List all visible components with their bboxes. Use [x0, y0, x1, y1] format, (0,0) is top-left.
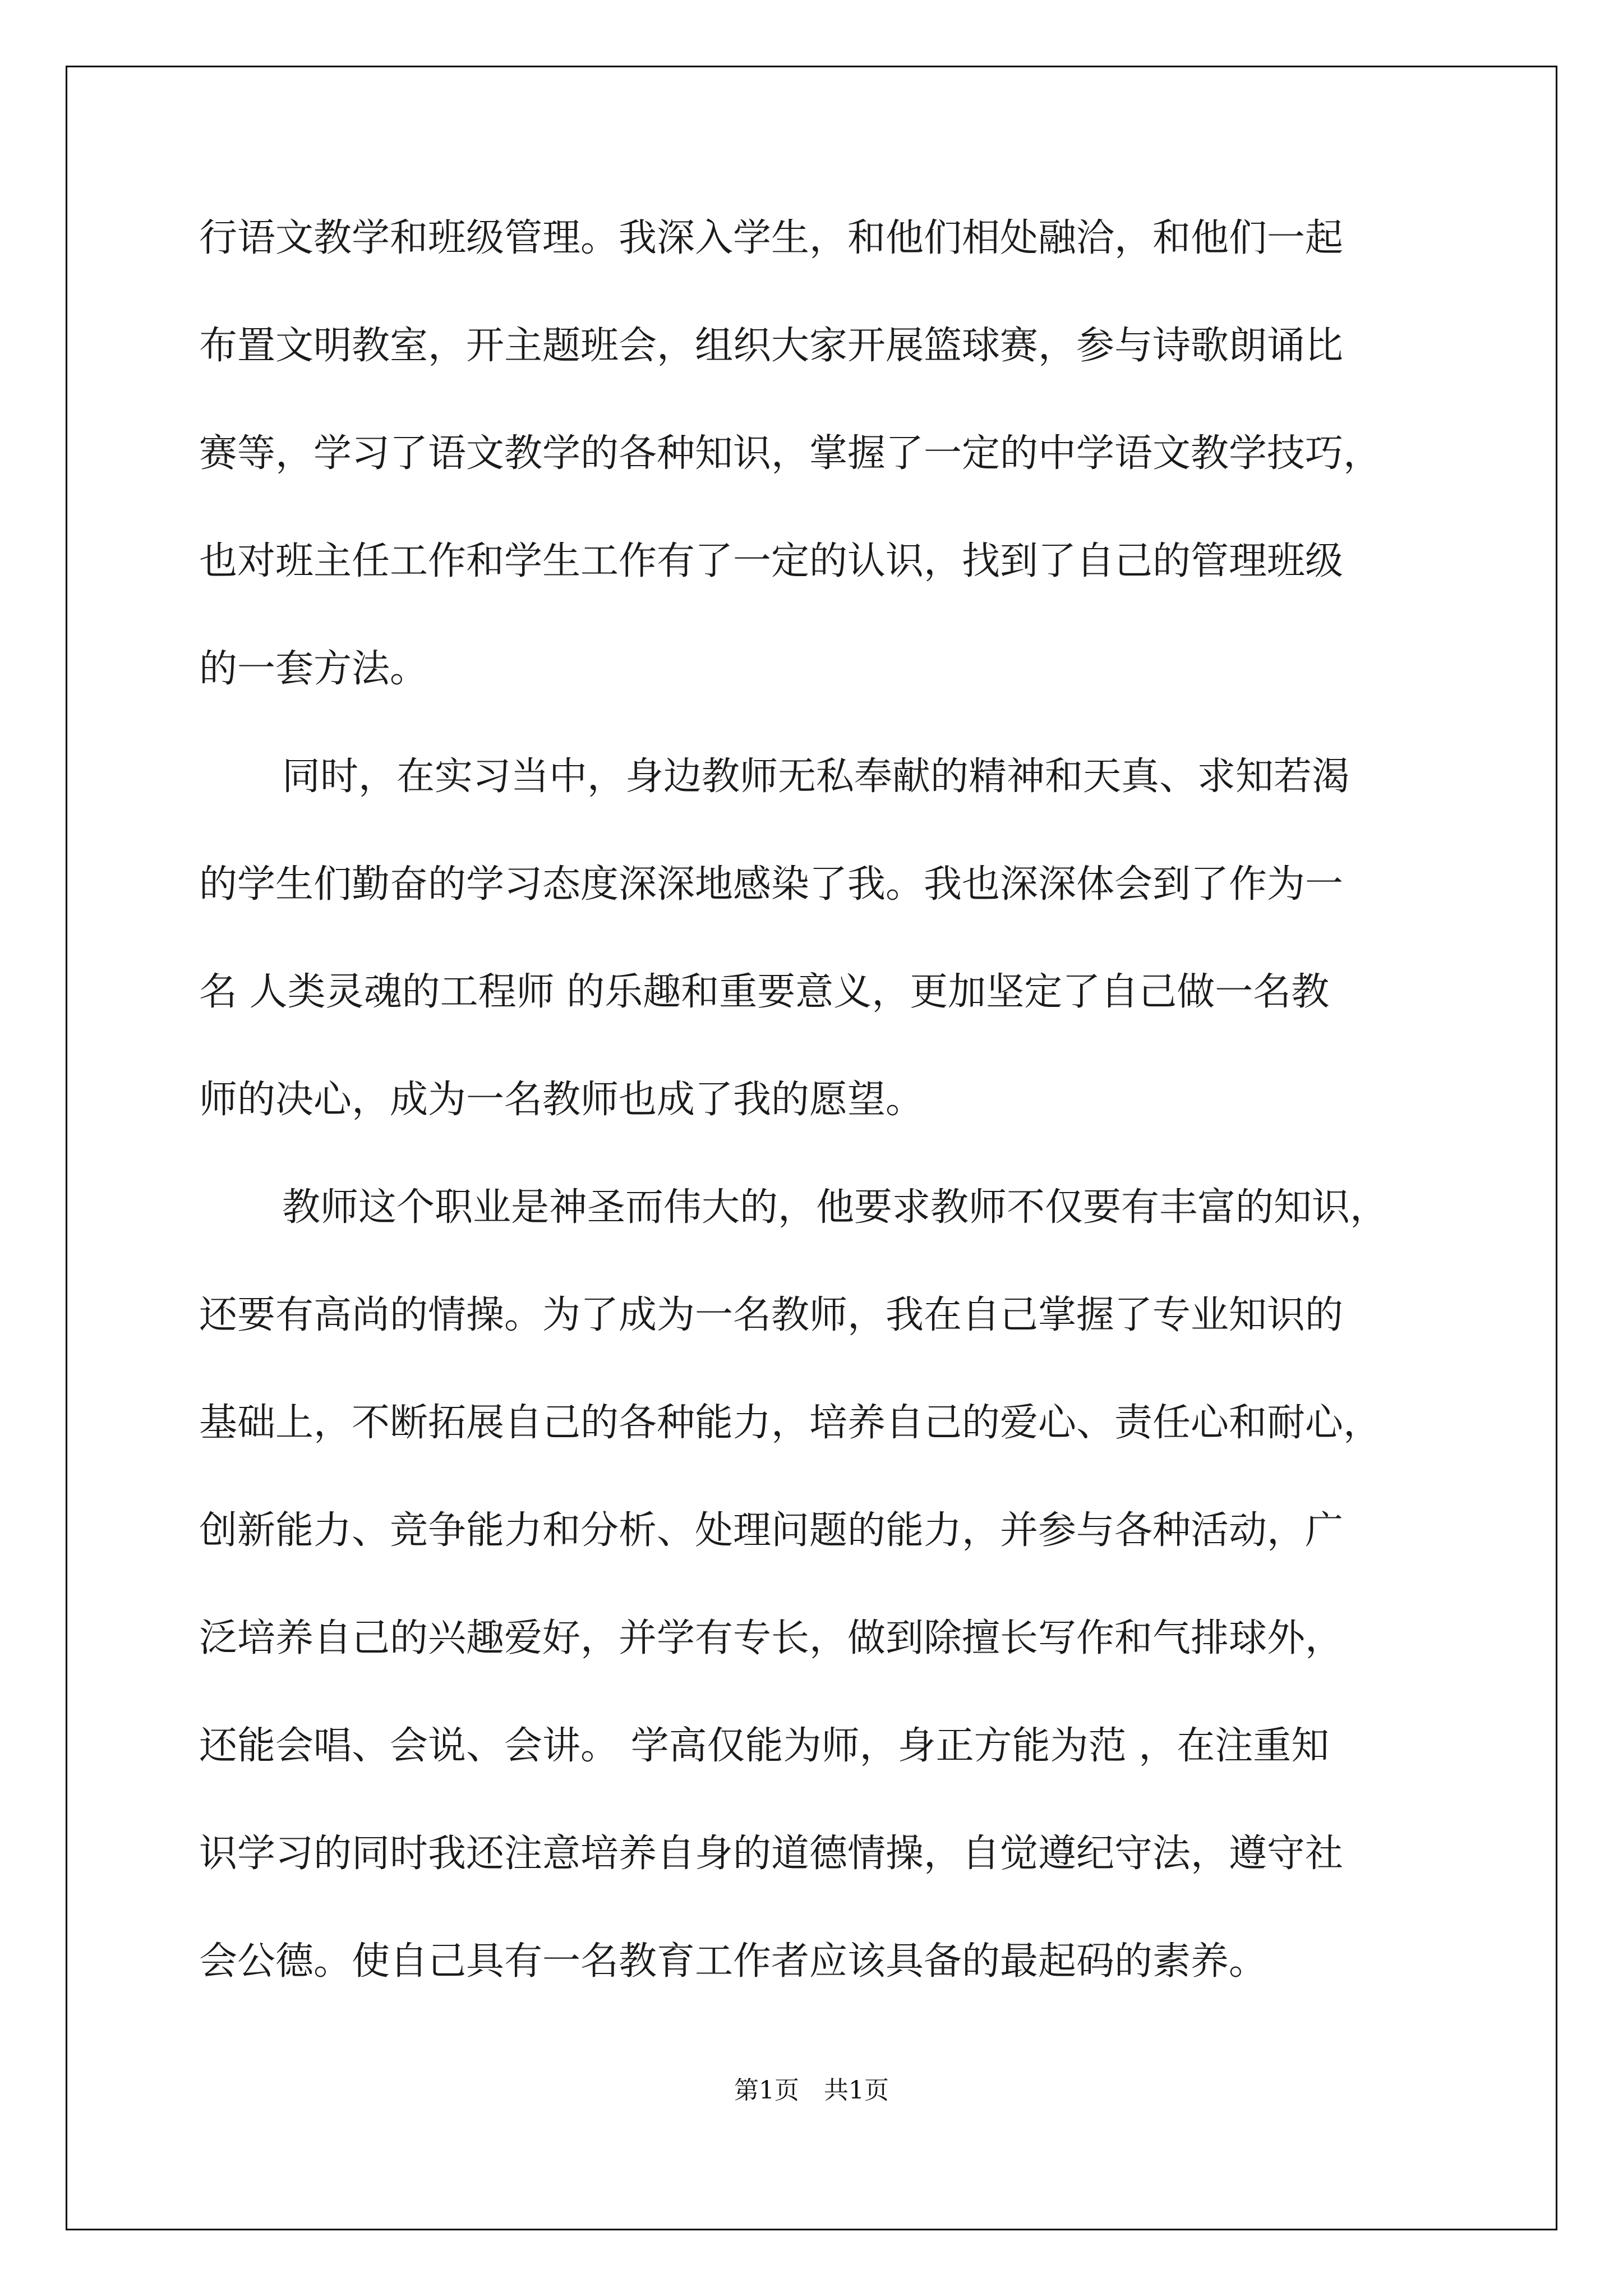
- paragraph-first-line: 教师这个职业是神圣而伟大的，他要求教师不仅要有丰富的知识，: [282, 1185, 1389, 1230]
- text-line: 创新能力、竞争能力和分析、处理问题的能力，并参与各种活动，广: [199, 1508, 1344, 1553]
- text-line: 还要有高尚的情操。为了成为一名教师，我在自己掌握了专业知识的: [199, 1293, 1344, 1337]
- text-line: 基础上，不断拓展自己的各种能力，培养自己的爱心、责任心和耐心，: [199, 1401, 1382, 1445]
- text-line: 泛培养自己的兴趣爱好，并学有专长，做到除擅长写作和气排球外，: [199, 1616, 1344, 1660]
- text-line: 布置文明教室，开主题班会，组织大家开展篮球赛，参与诗歌朗诵比: [199, 324, 1344, 368]
- page-footer: 第1页 共1页: [734, 2076, 889, 2105]
- text-line: 赛等，学习了语文教学的各种知识，掌握了一定的中学语文教学技巧，: [199, 431, 1382, 476]
- text-line: 还能会唱、会说、会讲。 学高仅能为师，身正方能为范 ，在注重知: [199, 1724, 1330, 1768]
- text-line: 识学习的同时我还注意培养自身的道德情操，自觉遵纪守法，遵守社: [199, 1832, 1344, 1876]
- text-line: 的一套方法。: [199, 647, 428, 691]
- text-line: 会公德。使自己具有一名教育工作者应该具备的最起码的素养。: [199, 1939, 1267, 1984]
- page-border: [66, 66, 1557, 2230]
- text-line: 行语文教学和班级管理。我深入学生，和他们相处融洽，和他们一起: [199, 216, 1344, 260]
- text-line: 的学生们勤奋的学习态度深深地感染了我。我也深深体会到了作为一: [199, 862, 1344, 907]
- text-line: 也对班主任工作和学生工作有了一定的认识，找到了自己的管理班级: [199, 539, 1344, 583]
- text-line: 师的决心，成为一名教师也成了我的愿望。: [199, 1078, 924, 1122]
- paragraph-first-line: 同时，在实习当中，身边教师无私奉献的精神和天真、求知若渴: [282, 754, 1350, 799]
- text-line: 名 人类灵魂的工程师 的乐趣和重要意义，更加坚定了自己做一名教: [199, 970, 1330, 1014]
